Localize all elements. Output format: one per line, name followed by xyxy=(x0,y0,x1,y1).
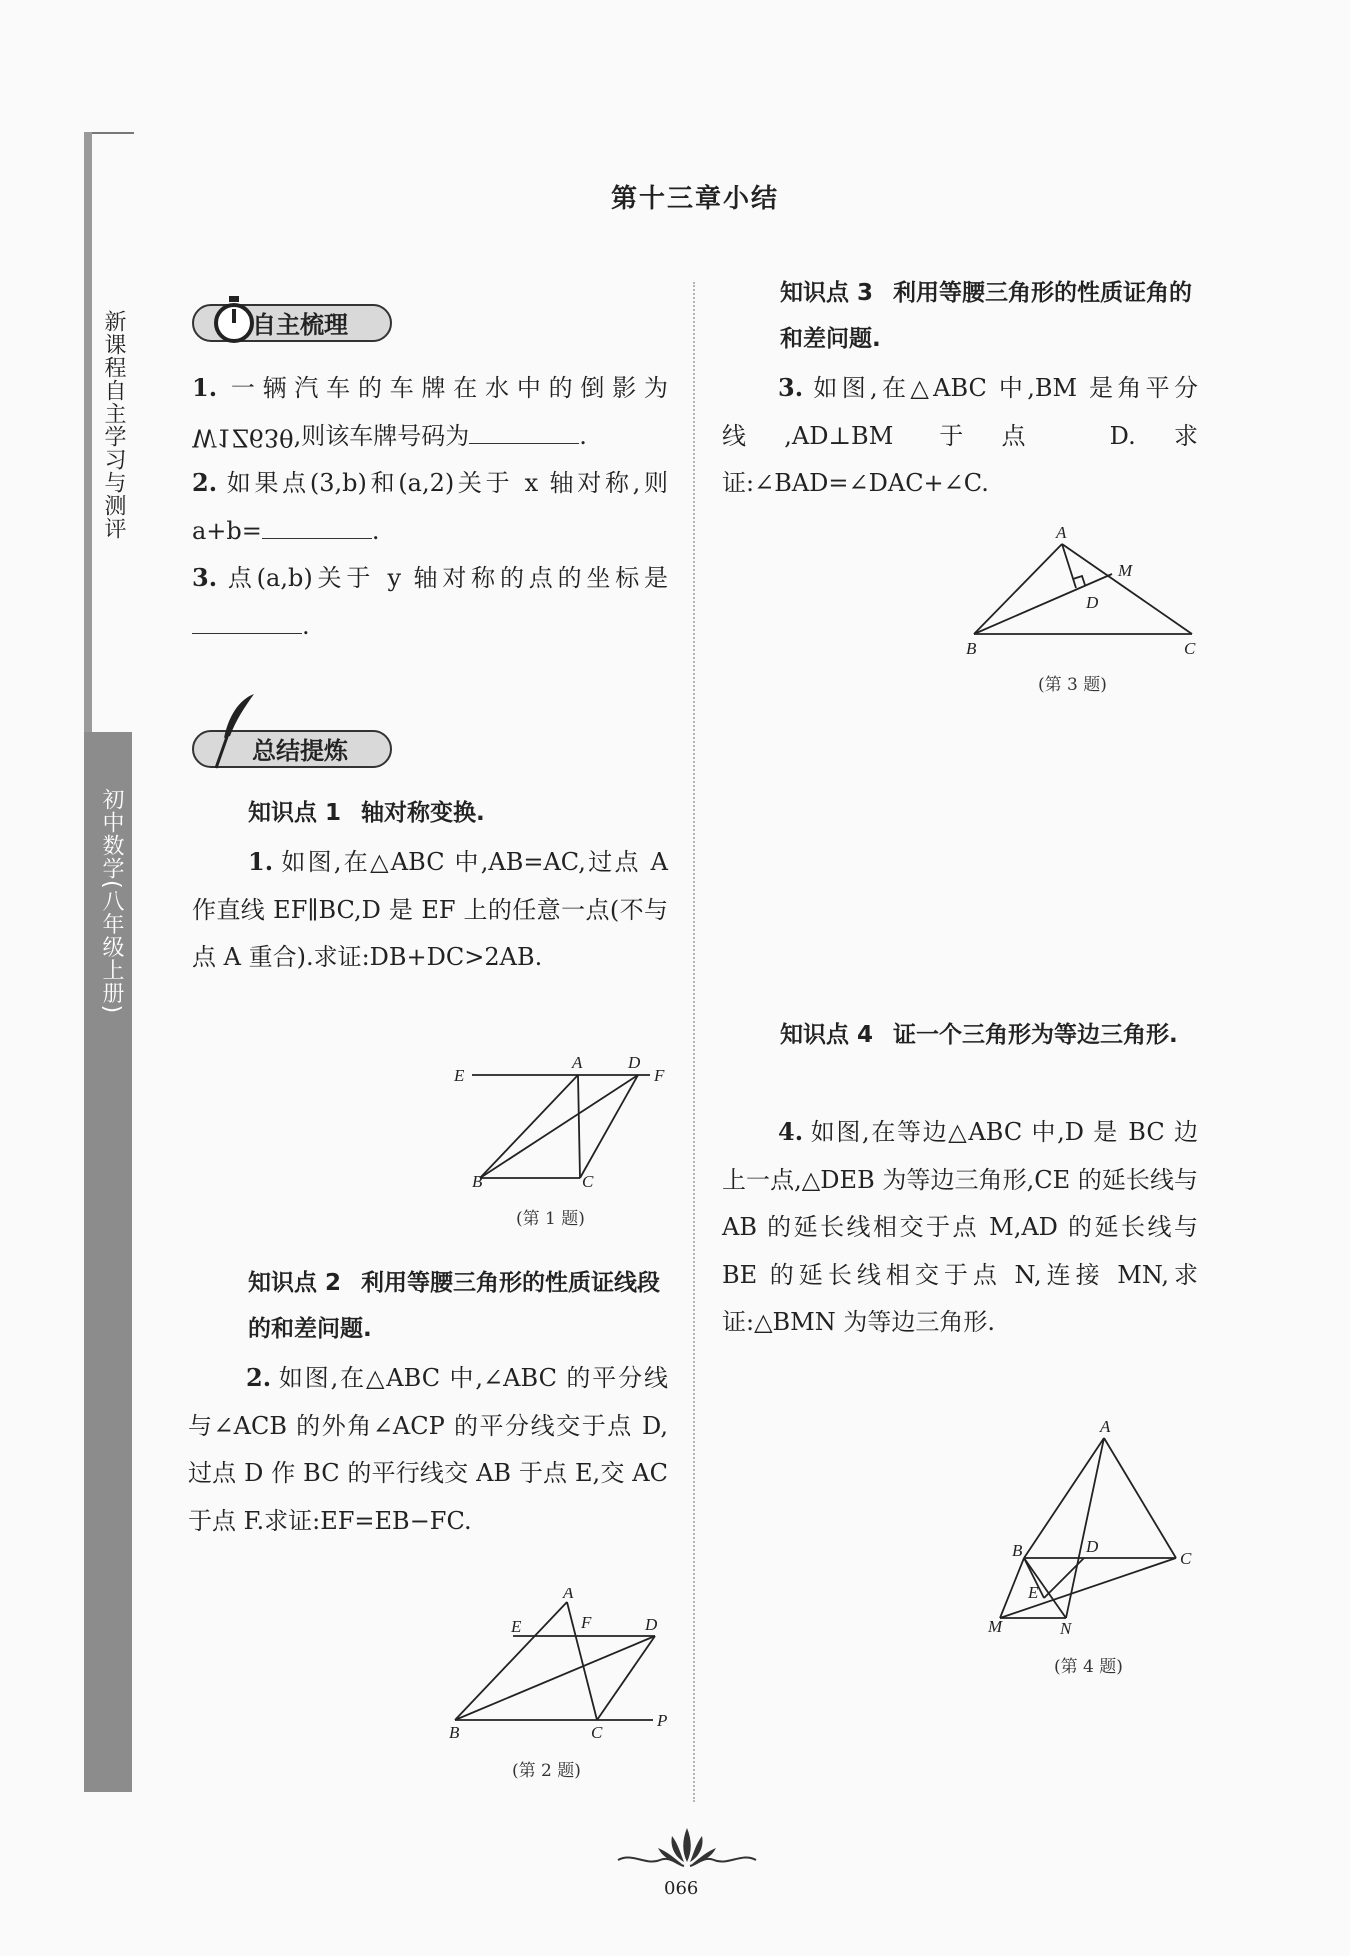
fig2-label-c: C xyxy=(591,1723,603,1742)
kp4-question xyxy=(722,1108,1198,1347)
question-number: 1. xyxy=(192,373,218,402)
figure-1-caption: (第 1 题) xyxy=(516,1209,585,1229)
question-number: 1. xyxy=(248,847,274,876)
plate-reflection: W1Z63θ xyxy=(192,423,294,451)
fig4-label-n: N xyxy=(1060,1619,1072,1638)
figure-4-caption: (第 4 题) xyxy=(1054,1657,1123,1677)
answer-blank[interactable] xyxy=(192,611,302,634)
quill-icon xyxy=(214,690,260,781)
question-number: 2. xyxy=(246,1363,272,1392)
knowledge-point-title: 利用等腰三角形的性质证线段的和差问题. xyxy=(248,1270,661,1342)
fig1-label-e: E xyxy=(454,1066,465,1085)
question-number: 2. xyxy=(192,468,218,497)
knowledge-point-label: 知识点 3 xyxy=(780,280,874,306)
stopwatch-icon xyxy=(212,294,256,355)
fig4-label-c: C xyxy=(1180,1549,1192,1568)
fig2-label-e: E xyxy=(511,1617,522,1636)
period: . xyxy=(579,421,587,450)
ornament-icon xyxy=(612,1822,762,1878)
question-number: 3. xyxy=(192,563,218,592)
knowledge-point-3-heading xyxy=(780,270,1200,362)
review-question-3 xyxy=(192,554,668,650)
review-question-2 xyxy=(192,459,668,555)
figure-2-caption: (第 2 题) xyxy=(512,1761,581,1781)
figure-4 xyxy=(984,1418,1204,1642)
question-text: 如果点(3,b)和(a,2)关于 x 轴对称,则 a+b= xyxy=(192,469,668,545)
fig1-label-c: C xyxy=(582,1172,594,1190)
fig1-label-a: A xyxy=(572,1053,583,1072)
section-review-label: 自主梳理 xyxy=(252,311,348,339)
question-text: 如图,在等边△ABC 中,D 是 BC 边上一点,△DEB 为等边三角形,CE 的延长线与 AB 的延长线相交于点 M,AD 的延长线与 BE 的延长线相交于点 N,连接 MN,求证:△BMN 为等边三角形. xyxy=(722,1118,1198,1336)
fig3-label-d: D xyxy=(1086,593,1099,612)
kp2-question xyxy=(188,1354,668,1545)
figure-3 xyxy=(958,522,1198,662)
knowledge-point-title: 利用等腰三角形的性质证角的和差问题. xyxy=(780,280,1193,352)
question-text: 一辆汽车的车牌在水中的倒影为 xyxy=(223,374,668,402)
period: . xyxy=(371,516,380,545)
kp3-question xyxy=(722,364,1198,508)
fig3-label-m: M xyxy=(1118,561,1133,580)
fig4-label-m: M xyxy=(988,1617,1003,1636)
knowledge-point-1-heading xyxy=(248,790,485,836)
review-question-1 xyxy=(192,364,668,460)
fig4-label-d: D xyxy=(1086,1537,1099,1556)
fig2-label-p: P xyxy=(657,1711,668,1730)
fig3-label-b: B xyxy=(966,639,977,658)
book-name: 初中数学(八年级上册) xyxy=(99,788,124,1015)
question-text: 如图,在△ABC 中,∠ABC 的平分线与∠ACB 的外角∠ACP 的平分线交于点 D,过点 D 作 BC 的平行线交 AB 于点 E,交 AC 于点 F.求证:EF=EB−FC. xyxy=(188,1364,668,1535)
side-tab-strip xyxy=(84,132,92,732)
figure-1 xyxy=(450,1050,670,1190)
section-review-header xyxy=(192,304,392,342)
column-divider xyxy=(693,282,695,1802)
section-summary-label: 总结提炼 xyxy=(252,737,348,765)
fig1-label-d: D xyxy=(628,1053,641,1072)
question-text: 如图,在△ABC 中,AB=AC,过点 A 作直线 EF∥BC,D 是 EF 上的任意一点(不与点 A 重合).求证:DB+DC>2AB. xyxy=(192,848,668,971)
period: . xyxy=(302,611,310,640)
answer-blank[interactable] xyxy=(469,421,579,444)
fig3-label-a: A xyxy=(1056,523,1067,542)
answer-blank[interactable] xyxy=(262,516,372,539)
question-text: 点(a,b)关于 y 轴对称的点的坐标是 xyxy=(223,564,668,592)
question-number: 3. xyxy=(778,373,804,402)
fig2-label-f: F xyxy=(581,1613,592,1632)
knowledge-point-2-heading xyxy=(248,1260,678,1352)
figure-2 xyxy=(445,1588,675,1744)
figure-3-caption: (第 3 题) xyxy=(1038,675,1107,695)
series-name: 新课程自主学习与测评 xyxy=(101,310,126,540)
knowledge-point-4-heading xyxy=(780,1012,1200,1058)
fig3-label-c: C xyxy=(1184,639,1196,658)
fig2-label-a: A xyxy=(563,1588,574,1602)
fig2-label-d: D xyxy=(645,1615,658,1634)
question-text: ,则该车牌号码为 xyxy=(293,421,470,450)
page-number: 066 xyxy=(664,1878,699,1899)
fig4-label-b: B xyxy=(1012,1541,1023,1560)
fig1-label-f: F xyxy=(654,1066,665,1085)
knowledge-point-label: 知识点 1 xyxy=(248,800,342,826)
question-number: 4. xyxy=(778,1117,804,1146)
knowledge-point-title: 轴对称变换. xyxy=(361,800,485,826)
fig2-label-b: B xyxy=(449,1723,460,1742)
kp1-question xyxy=(192,838,668,982)
knowledge-point-title: 证一个三角形为等边三角形. xyxy=(893,1022,1178,1048)
fig1-label-b: B xyxy=(472,1172,483,1190)
knowledge-point-label: 知识点 4 xyxy=(780,1022,874,1048)
question-text: 如图,在△ABC 中,BM 是角平分线,AD⊥BM 于点 D.求证:∠BAD=∠DAC+∠C. xyxy=(722,374,1198,497)
fig4-label-a: A xyxy=(1100,1418,1111,1436)
chapter-title: 第十三章小结 xyxy=(610,184,779,214)
fig4-label-e: E xyxy=(1028,1583,1039,1602)
knowledge-point-label: 知识点 2 xyxy=(248,1270,342,1296)
section-summary-header xyxy=(192,730,392,768)
